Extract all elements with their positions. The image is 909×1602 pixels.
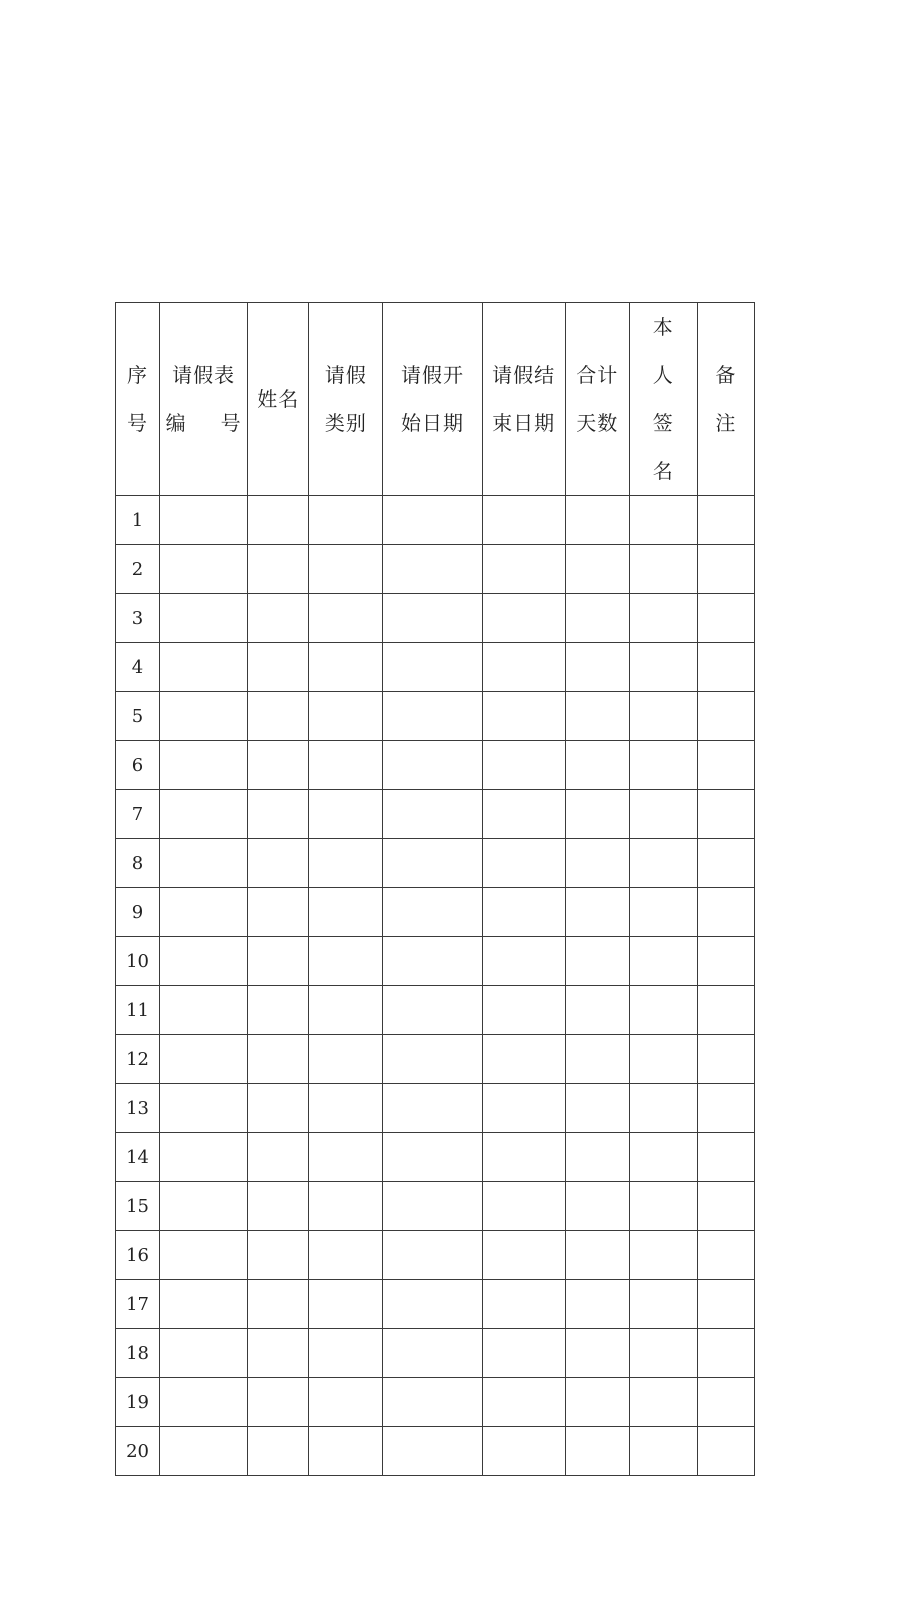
signature-cell[interactable] xyxy=(629,741,697,790)
total-days-cell[interactable] xyxy=(565,1231,629,1280)
start-date-cell[interactable] xyxy=(383,1329,482,1378)
signature-cell[interactable] xyxy=(629,839,697,888)
start-date-cell[interactable] xyxy=(383,1084,482,1133)
form-number-cell[interactable] xyxy=(160,839,248,888)
leave-type-cell[interactable] xyxy=(309,1084,383,1133)
total-days-cell[interactable] xyxy=(565,496,629,545)
name-cell[interactable] xyxy=(248,594,309,643)
start-date-cell[interactable] xyxy=(383,1280,482,1329)
signature-cell[interactable] xyxy=(629,594,697,643)
start-date-cell[interactable] xyxy=(383,1182,482,1231)
end-date-cell[interactable] xyxy=(482,1427,565,1476)
row-number-cell: 7 xyxy=(116,790,160,839)
start-date-cell[interactable] xyxy=(383,1133,482,1182)
form-number-cell[interactable] xyxy=(160,1133,248,1182)
remark-cell[interactable] xyxy=(697,594,754,643)
end-date-cell[interactable] xyxy=(482,496,565,545)
row-number-cell: 6 xyxy=(116,741,160,790)
remark-cell[interactable] xyxy=(697,1427,754,1476)
name-cell[interactable] xyxy=(248,888,309,937)
total-days-cell[interactable] xyxy=(565,741,629,790)
row-number-cell: 19 xyxy=(116,1378,160,1427)
header-seq: 序 号 xyxy=(116,303,160,496)
signature-cell[interactable] xyxy=(629,496,697,545)
remark-cell[interactable] xyxy=(697,1182,754,1231)
table-row xyxy=(116,643,755,692)
signature-cell[interactable] xyxy=(629,1182,697,1231)
form-number-cell[interactable] xyxy=(160,594,248,643)
total-days-cell[interactable] xyxy=(565,1329,629,1378)
remark-cell[interactable] xyxy=(697,692,754,741)
total-days-cell[interactable] xyxy=(565,1427,629,1476)
row-number-cell: 12 xyxy=(116,1035,160,1084)
remark-cell[interactable] xyxy=(697,790,754,839)
signature-cell[interactable] xyxy=(629,790,697,839)
header-form-number: 请假表 编 号 xyxy=(160,303,248,496)
name-cell[interactable] xyxy=(248,1231,309,1280)
table-row xyxy=(116,1231,755,1280)
leave-type-cell[interactable] xyxy=(309,741,383,790)
leave-type-cell[interactable] xyxy=(309,839,383,888)
total-days-cell[interactable] xyxy=(565,986,629,1035)
remark-cell[interactable] xyxy=(697,839,754,888)
start-date-cell[interactable] xyxy=(383,692,482,741)
start-date-cell[interactable] xyxy=(383,986,482,1035)
leave-type-cell[interactable] xyxy=(309,692,383,741)
total-days-cell[interactable] xyxy=(565,692,629,741)
form-number-cell[interactable] xyxy=(160,1329,248,1378)
remark-cell[interactable] xyxy=(697,1280,754,1329)
table-row xyxy=(116,1133,755,1182)
row-number-cell: 18 xyxy=(116,1329,160,1378)
end-date-cell[interactable] xyxy=(482,1035,565,1084)
row-number-cell: 14 xyxy=(116,1133,160,1182)
end-date-cell[interactable] xyxy=(482,1280,565,1329)
leave-type-cell[interactable] xyxy=(309,937,383,986)
end-date-cell[interactable] xyxy=(482,1231,565,1280)
table-row xyxy=(116,790,755,839)
row-number-cell: 4 xyxy=(116,643,160,692)
header-row xyxy=(116,303,755,496)
total-days-cell[interactable] xyxy=(565,643,629,692)
table-row xyxy=(116,1427,755,1476)
end-date-cell[interactable] xyxy=(482,790,565,839)
header-remark: 备 注 xyxy=(697,303,754,496)
signature-cell[interactable] xyxy=(629,1084,697,1133)
name-cell[interactable] xyxy=(248,1035,309,1084)
remark-cell[interactable] xyxy=(697,1084,754,1133)
leave-type-cell[interactable] xyxy=(309,986,383,1035)
total-days-cell[interactable] xyxy=(565,839,629,888)
name-cell[interactable] xyxy=(248,1280,309,1329)
remark-cell[interactable] xyxy=(697,986,754,1035)
form-number-cell[interactable] xyxy=(160,1182,248,1231)
total-days-cell[interactable] xyxy=(565,1035,629,1084)
header-start-date: 请假开 始日期 xyxy=(383,303,482,496)
table-row xyxy=(116,1280,755,1329)
row-number-cell: 13 xyxy=(116,1084,160,1133)
total-days-cell[interactable] xyxy=(565,1182,629,1231)
leave-type-cell[interactable] xyxy=(309,1182,383,1231)
table-row xyxy=(116,594,755,643)
start-date-cell[interactable] xyxy=(383,594,482,643)
start-date-cell[interactable] xyxy=(383,1378,482,1427)
table-row xyxy=(116,1035,755,1084)
remark-cell[interactable] xyxy=(697,1329,754,1378)
name-cell[interactable] xyxy=(248,986,309,1035)
remark-cell[interactable] xyxy=(697,1133,754,1182)
leave-record-table xyxy=(115,302,755,1476)
start-date-cell[interactable] xyxy=(383,1231,482,1280)
signature-cell[interactable] xyxy=(629,643,697,692)
name-cell[interactable] xyxy=(248,1182,309,1231)
total-days-cell[interactable] xyxy=(565,1378,629,1427)
start-date-cell[interactable] xyxy=(383,937,482,986)
end-date-cell[interactable] xyxy=(482,888,565,937)
remark-cell[interactable] xyxy=(697,1378,754,1427)
table-row xyxy=(116,937,755,986)
name-cell[interactable] xyxy=(248,1427,309,1476)
header-total-days: 合计 天数 xyxy=(565,303,629,496)
name-cell[interactable] xyxy=(248,741,309,790)
row-number-cell: 10 xyxy=(116,937,160,986)
header-leave-type: 请假 类别 xyxy=(309,303,383,496)
form-number-cell[interactable] xyxy=(160,888,248,937)
leave-type-cell[interactable] xyxy=(309,1427,383,1476)
name-cell[interactable] xyxy=(248,790,309,839)
name-cell[interactable] xyxy=(248,643,309,692)
total-days-cell[interactable] xyxy=(565,1084,629,1133)
start-date-cell[interactable] xyxy=(383,545,482,594)
table-row xyxy=(116,839,755,888)
form-number-cell[interactable] xyxy=(160,1084,248,1133)
table-row xyxy=(116,1182,755,1231)
total-days-cell[interactable] xyxy=(565,937,629,986)
name-cell[interactable] xyxy=(248,545,309,594)
row-number-cell: 16 xyxy=(116,1231,160,1280)
end-date-cell[interactable] xyxy=(482,692,565,741)
form-number-cell[interactable] xyxy=(160,692,248,741)
end-date-cell[interactable] xyxy=(482,643,565,692)
table-row xyxy=(116,888,755,937)
table-row xyxy=(116,692,755,741)
signature-cell[interactable] xyxy=(629,1035,697,1084)
table-row xyxy=(116,1378,755,1427)
remark-cell[interactable] xyxy=(697,545,754,594)
table-row xyxy=(116,496,755,545)
start-date-cell[interactable] xyxy=(383,741,482,790)
form-number-cell[interactable] xyxy=(160,545,248,594)
end-date-cell[interactable] xyxy=(482,937,565,986)
end-date-cell[interactable] xyxy=(482,1084,565,1133)
start-date-cell[interactable] xyxy=(383,790,482,839)
leave-type-cell[interactable] xyxy=(309,790,383,839)
leave-type-cell[interactable] xyxy=(309,888,383,937)
leave-type-cell[interactable] xyxy=(309,1035,383,1084)
form-number-cell[interactable] xyxy=(160,741,248,790)
name-cell[interactable] xyxy=(248,1378,309,1427)
leave-type-cell[interactable] xyxy=(309,545,383,594)
signature-cell[interactable] xyxy=(629,1378,697,1427)
form-number-cell[interactable] xyxy=(160,1280,248,1329)
start-date-cell[interactable] xyxy=(383,1035,482,1084)
row-number-cell: 15 xyxy=(116,1182,160,1231)
form-number-cell[interactable] xyxy=(160,1427,248,1476)
form-number-cell[interactable] xyxy=(160,937,248,986)
remark-cell[interactable] xyxy=(697,496,754,545)
signature-cell[interactable] xyxy=(629,1280,697,1329)
row-number-cell: 3 xyxy=(116,594,160,643)
table-row xyxy=(116,545,755,594)
end-date-cell[interactable] xyxy=(482,839,565,888)
header-end-date: 请假结 束日期 xyxy=(482,303,565,496)
end-date-cell[interactable] xyxy=(482,741,565,790)
signature-cell[interactable] xyxy=(629,1133,697,1182)
remark-cell[interactable] xyxy=(697,741,754,790)
name-cell[interactable] xyxy=(248,692,309,741)
row-number-cell: 11 xyxy=(116,986,160,1035)
row-number-cell: 9 xyxy=(116,888,160,937)
end-date-cell[interactable] xyxy=(482,1182,565,1231)
leave-type-cell[interactable] xyxy=(309,1231,383,1280)
end-date-cell[interactable] xyxy=(482,1329,565,1378)
remark-cell[interactable] xyxy=(697,937,754,986)
signature-cell[interactable] xyxy=(629,692,697,741)
total-days-cell[interactable] xyxy=(565,1280,629,1329)
row-number-cell: 20 xyxy=(116,1427,160,1476)
row-number-cell: 1 xyxy=(116,496,160,545)
table-row xyxy=(116,1084,755,1133)
total-days-cell[interactable] xyxy=(565,790,629,839)
name-cell[interactable] xyxy=(248,839,309,888)
total-days-cell[interactable] xyxy=(565,1133,629,1182)
form-number-cell[interactable] xyxy=(160,1231,248,1280)
end-date-cell[interactable] xyxy=(482,594,565,643)
end-date-cell[interactable] xyxy=(482,986,565,1035)
signature-cell[interactable] xyxy=(629,1427,697,1476)
header-signature: 本 人 签 名 xyxy=(629,303,697,496)
leave-type-cell[interactable] xyxy=(309,643,383,692)
row-number-cell: 8 xyxy=(116,839,160,888)
leave-type-cell[interactable] xyxy=(309,496,383,545)
form-number-cell[interactable] xyxy=(160,790,248,839)
start-date-cell[interactable] xyxy=(383,888,482,937)
name-cell[interactable] xyxy=(248,496,309,545)
form-number-cell[interactable] xyxy=(160,643,248,692)
name-cell[interactable] xyxy=(248,1133,309,1182)
leave-type-cell[interactable] xyxy=(309,1133,383,1182)
signature-cell[interactable] xyxy=(629,545,697,594)
total-days-cell[interactable] xyxy=(565,545,629,594)
form-number-cell[interactable] xyxy=(160,1035,248,1084)
start-date-cell[interactable] xyxy=(383,643,482,692)
leave-type-cell[interactable] xyxy=(309,1378,383,1427)
signature-cell[interactable] xyxy=(629,937,697,986)
end-date-cell[interactable] xyxy=(482,1378,565,1427)
end-date-cell[interactable] xyxy=(482,545,565,594)
signature-cell[interactable] xyxy=(629,1231,697,1280)
form-number-cell[interactable] xyxy=(160,496,248,545)
table-row xyxy=(116,1329,755,1378)
signature-cell[interactable] xyxy=(629,986,697,1035)
start-date-cell[interactable] xyxy=(383,1427,482,1476)
signature-cell[interactable] xyxy=(629,888,697,937)
total-days-cell[interactable] xyxy=(565,888,629,937)
total-days-cell[interactable] xyxy=(565,594,629,643)
leave-type-cell[interactable] xyxy=(309,594,383,643)
table-row xyxy=(116,986,755,1035)
form-number-cell[interactable] xyxy=(160,1378,248,1427)
table-body xyxy=(116,496,755,1476)
name-cell[interactable] xyxy=(248,1084,309,1133)
name-cell[interactable] xyxy=(248,1329,309,1378)
row-number-cell: 5 xyxy=(116,692,160,741)
form-number-cell[interactable] xyxy=(160,986,248,1035)
row-number-cell: 2 xyxy=(116,545,160,594)
end-date-cell[interactable] xyxy=(482,1133,565,1182)
start-date-cell[interactable] xyxy=(383,839,482,888)
row-number-cell: 17 xyxy=(116,1280,160,1329)
remark-cell[interactable] xyxy=(697,888,754,937)
leave-type-cell[interactable] xyxy=(309,1280,383,1329)
signature-cell[interactable] xyxy=(629,1329,697,1378)
table-row xyxy=(116,741,755,790)
name-cell[interactable] xyxy=(248,937,309,986)
leave-type-cell[interactable] xyxy=(309,1329,383,1378)
remark-cell[interactable] xyxy=(697,1231,754,1280)
start-date-cell[interactable] xyxy=(383,496,482,545)
remark-cell[interactable] xyxy=(697,1035,754,1084)
header-name: 姓名 xyxy=(248,303,309,496)
remark-cell[interactable] xyxy=(697,643,754,692)
